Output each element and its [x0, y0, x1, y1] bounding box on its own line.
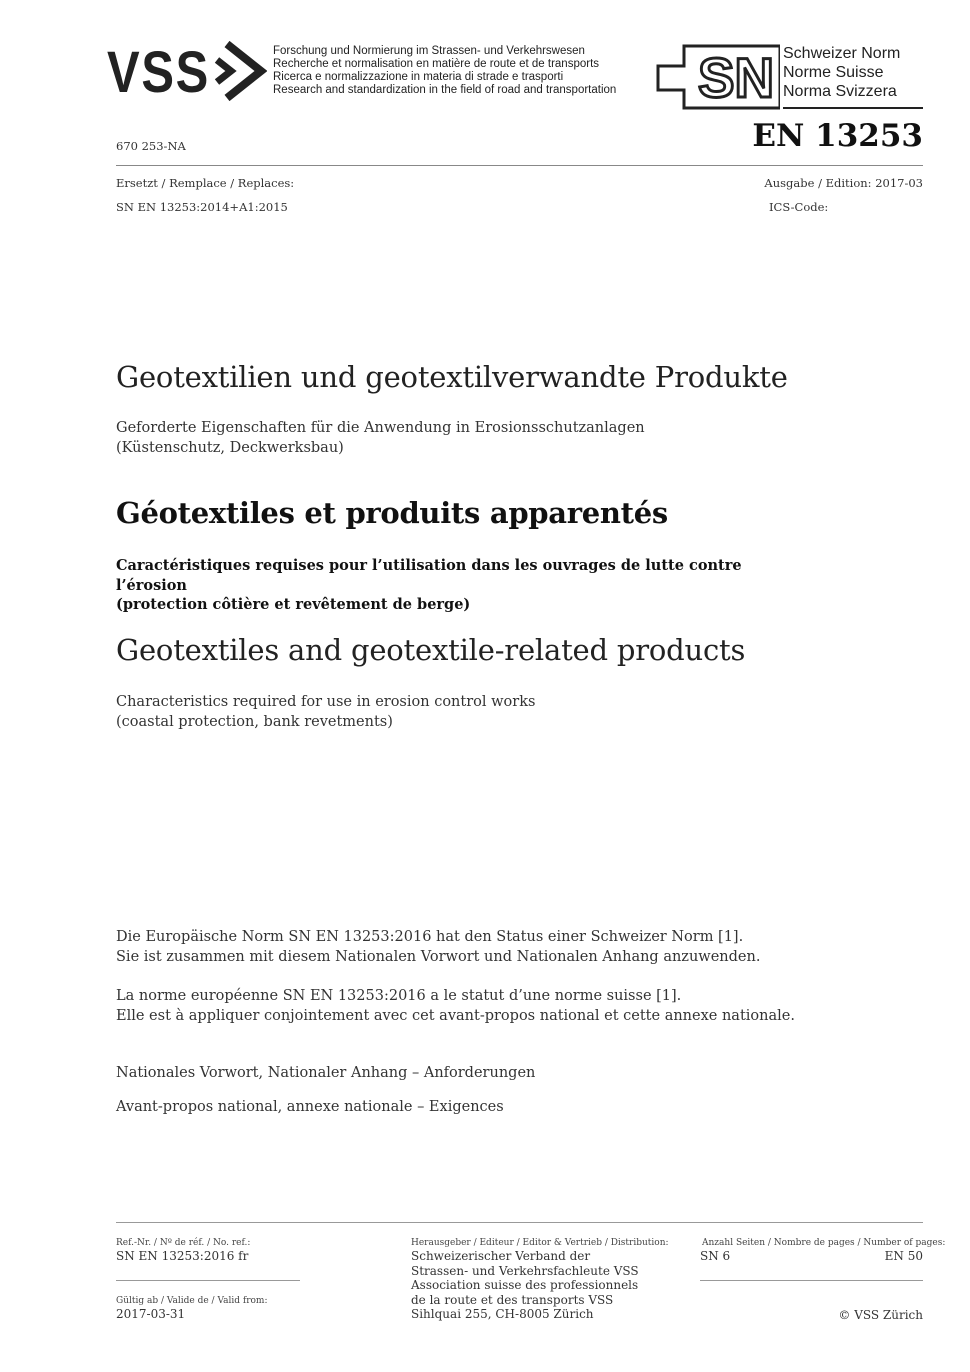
subtitle-english	[116, 693, 816, 732]
subtitle-french	[116, 556, 816, 615]
pages-label: Anzahl Seiten / Nombre de pages / Number of pages:	[702, 1238, 946, 1248]
status-german-line-2: Sie ist zusammen mit diesem Nationalen Vorwort und Nationalen Anhang anzuwenden.	[116, 948, 761, 965]
status-french-line-2: Elle est à appliquer conjointement avec cet avant-propos national et cette annexe nationale.	[116, 1007, 795, 1024]
ics-code: ICS-Code:	[769, 200, 829, 214]
subtitle-german-line-2: (Küstenschutz, Deckwerksbau)	[116, 439, 344, 456]
subtitle-german-line-1: Geforderte Eigenschaften für die Anwendung in Erosionsschutzanlagen	[116, 420, 645, 436]
subtitle-german	[116, 419, 816, 458]
sn-logo	[656, 44, 780, 110]
publisher-address	[411, 1249, 639, 1322]
vss-logo-text: VSS	[107, 40, 210, 102]
scope-french: Avant-propos national, annexe nationale – Exigences	[116, 1099, 504, 1115]
ref-value: SN EN 13253:2016 fr	[116, 1249, 249, 1263]
replaces-value: SN EN 13253:2014+A1:2015	[116, 200, 288, 214]
header-divider	[116, 165, 923, 166]
copyright: © VSS Zürich	[838, 1308, 923, 1322]
sn-name-fr: Norme Suisse	[783, 64, 884, 81]
vss-tagline-en: Research and standardization in the field of road and transportation	[273, 84, 617, 96]
publisher-line: Schweizerischer Verband der	[411, 1249, 591, 1263]
status-german-line-1: Die Europäische Norm SN EN 13253:2016 hat den Status einer Schweizer Norm [1].	[116, 929, 744, 945]
status-paragraph-german	[116, 928, 836, 967]
title-french: Géotextiles et produits apparentés	[116, 496, 668, 530]
pages-en: EN 50	[884, 1249, 923, 1263]
status-french-line-1: La norme européenne SN EN 13253:2016 a le statut d’une norme suisse [1].	[116, 988, 682, 1004]
vss-tagline-de: Forschung und Normierung im Strassen- und Verkehrswesen	[273, 45, 585, 57]
scope-german: Nationales Vorwort, Nationaler Anhang – Anforderungen	[116, 1065, 536, 1081]
replaces-label: Ersetzt / Remplace / Replaces:	[116, 176, 295, 190]
title-german: Geotextilien und geotextilverwandte Produkte	[116, 360, 788, 394]
footer-left-divider	[116, 1280, 300, 1281]
pages-sn: SN 6	[700, 1249, 731, 1263]
edition-date: Ausgabe / Edition: 2017-03	[764, 176, 923, 190]
en-number: EN 13253	[752, 118, 923, 154]
vss-tagline-fr: Recherche et normalisation en matière de route et de transports	[273, 58, 600, 70]
valid-label: Gültig ab / Valide de / Valid from:	[116, 1296, 268, 1306]
footer-right-divider	[700, 1280, 923, 1281]
doc-number: 670 253-NA	[116, 139, 186, 153]
publisher-label: Herausgeber / Editeur / Editor & Vertrieb / Distribution:	[411, 1238, 669, 1248]
subtitle-english-line-1: Characteristics required for use in erosion control works	[116, 694, 536, 710]
vss-logo	[107, 40, 267, 102]
subtitle-french-line-2: (protection côtière et revêtement de berge)	[116, 596, 471, 613]
sn-logo-text: SN	[698, 46, 774, 109]
publisher-line: Association suisse des professionnels	[411, 1278, 639, 1293]
valid-value: 2017-03-31	[116, 1307, 186, 1321]
ref-label: Ref.-Nr. / Nº de réf. / No. ref.:	[116, 1238, 251, 1248]
sn-underline	[783, 107, 923, 109]
sn-name-de: Schweizer Norm	[783, 45, 901, 62]
subtitle-french-line-1: Caractéristiques requises pour l’utilisation dans les ouvrages de lutte contre l’érosion	[116, 557, 742, 594]
publisher-line: de la route et des transports VSS	[411, 1292, 614, 1307]
publisher-line: Sihlquai 255, CH-8005 Zürich	[411, 1307, 594, 1322]
footer-divider	[116, 1222, 923, 1223]
subtitle-english-line-2: (coastal protection, bank revetments)	[116, 713, 393, 730]
title-english: Geotextiles and geotextile-related products	[116, 633, 746, 667]
publisher-line: Strassen- und Verkehrsfachleute VSS	[411, 1263, 639, 1278]
status-paragraph-french	[116, 987, 836, 1026]
sn-name-it: Norma Svizzera	[783, 83, 897, 100]
vss-tagline-it: Ricerca e normalizzazione in materia di strade e trasporti	[273, 71, 564, 83]
